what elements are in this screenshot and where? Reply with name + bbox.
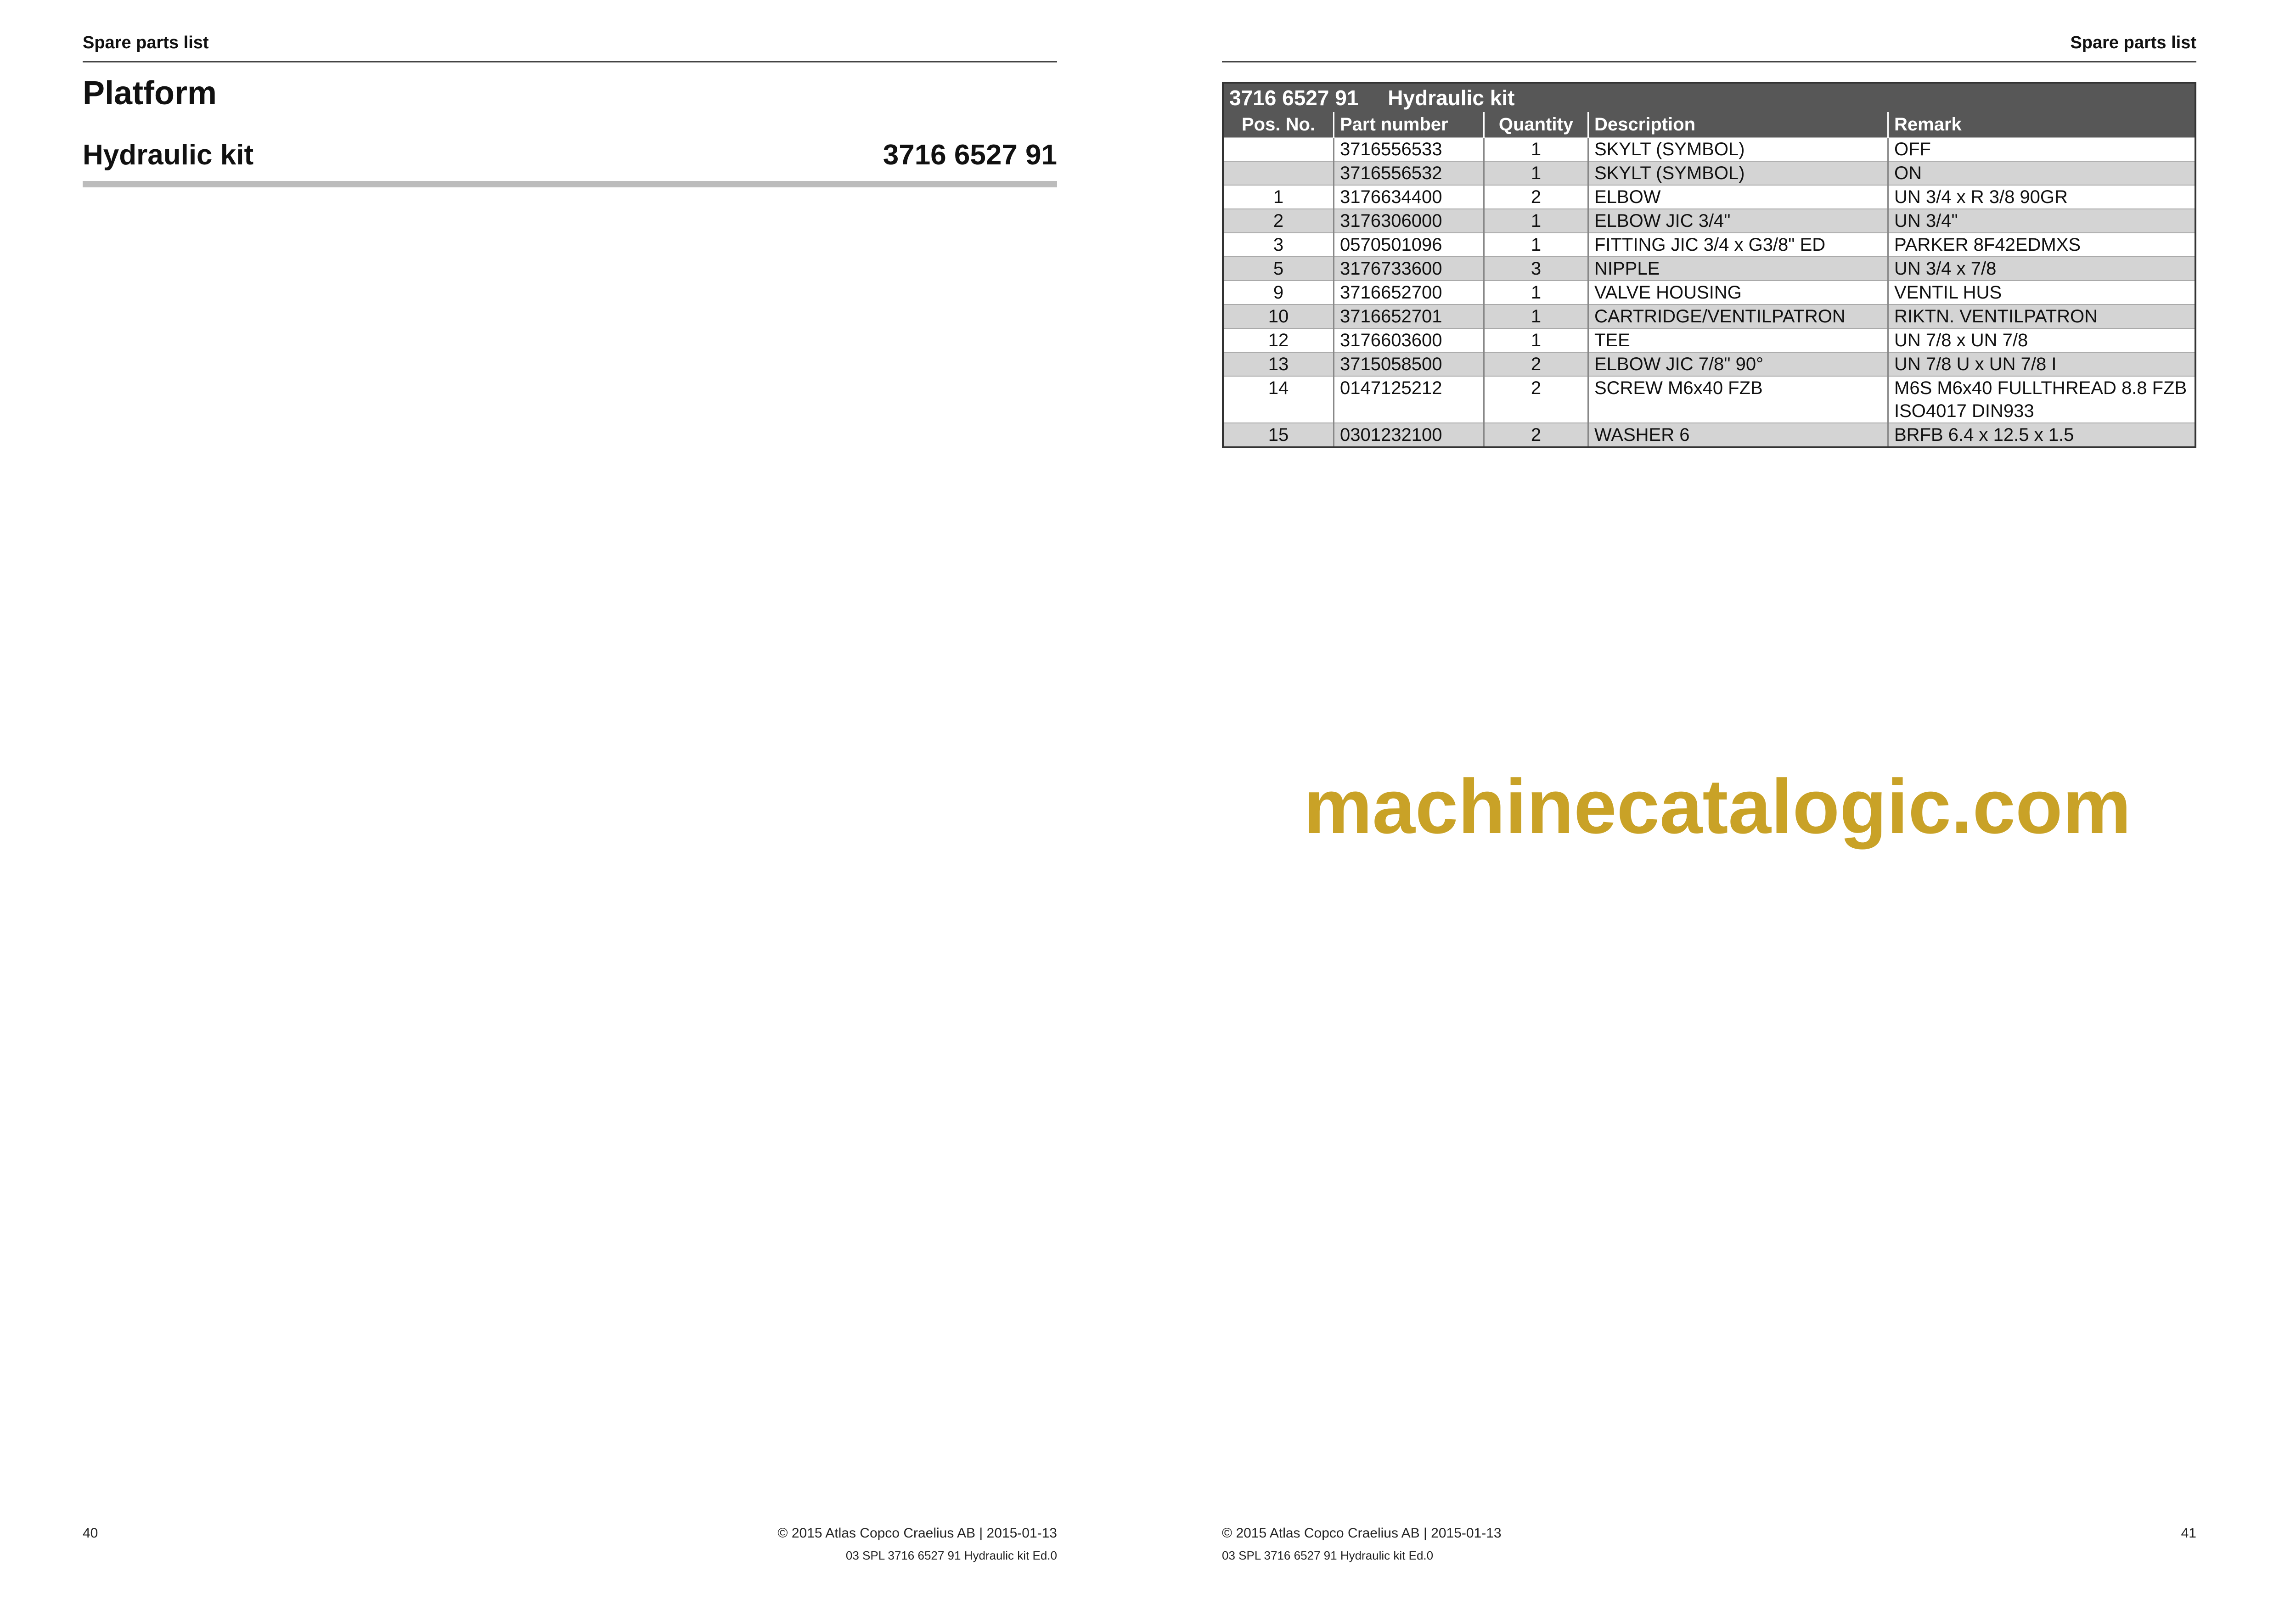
section-name: Hydraulic kit <box>83 139 254 171</box>
cell-remark-text: UN 3/4" <box>1894 211 1958 231</box>
cell-pos-text: 2 <box>1273 211 1284 231</box>
cell-pos <box>1223 233 1334 257</box>
cell-part-number-text: 3716652700 <box>1340 282 1442 303</box>
cell-quantity <box>1484 328 1588 352</box>
cell-part-number <box>1334 376 1484 423</box>
cell-part-number-text: 3176634400 <box>1340 187 1442 207</box>
cell-remark <box>1888 161 2196 185</box>
cell-remark-line2: ISO4017 DIN933 <box>1894 401 2034 421</box>
cell-part-number-text: 3716652701 <box>1340 306 1442 327</box>
cell-part-number <box>1334 423 1484 447</box>
parts-table <box>1222 82 2196 448</box>
cell-part-number <box>1334 281 1484 304</box>
cell-pos <box>1223 281 1334 304</box>
cell-pos-text: 3 <box>1273 235 1284 255</box>
cell-quantity-text: 1 <box>1531 163 1542 183</box>
cell-pos <box>1223 185 1334 209</box>
cell-description-text: WASHER 6 <box>1594 425 1690 445</box>
page-title: Platform <box>83 75 217 112</box>
cell-quantity-text: 2 <box>1531 354 1542 374</box>
table-row <box>1223 352 2195 376</box>
cell-description-text: TEE <box>1594 330 1630 350</box>
cell-quantity-text: 1 <box>1531 211 1542 231</box>
table-row <box>1223 423 2195 447</box>
cell-remark-text: UN 7/8 U x UN 7/8 I <box>1894 354 2057 374</box>
table-title-row <box>1223 83 2195 112</box>
cell-part-number <box>1334 161 1484 185</box>
cell-description <box>1588 233 1888 257</box>
cell-pos-text: 1 <box>1273 187 1284 207</box>
watermark: machinecatalogic.com <box>1304 763 2131 850</box>
cell-description-text: ELBOW JIC 7/8" 90° <box>1594 354 1764 374</box>
cell-part-number-text: 3176306000 <box>1340 211 1442 231</box>
table-row <box>1223 185 2195 209</box>
cell-description <box>1588 304 1888 328</box>
footer-doc-id: 03 SPL 3716 6527 91 Hydraulic kit Ed.0 <box>845 1549 1057 1562</box>
cell-part-number-text: 3176733600 <box>1340 259 1442 279</box>
cell-remark-text: M6S M6x40 FULLTHREAD 8.8 FZB <box>1894 378 2187 398</box>
column-header-part: Part number <box>1334 112 1484 137</box>
table-row <box>1223 161 2195 185</box>
cell-quantity-text: 1 <box>1531 235 1542 255</box>
cell-pos <box>1223 137 1334 161</box>
cell-pos-text: 14 <box>1268 378 1289 398</box>
cell-remark <box>1888 233 2196 257</box>
cell-quantity <box>1484 281 1588 304</box>
cell-pos <box>1223 257 1334 281</box>
cell-description <box>1588 423 1888 447</box>
cell-remark-text: RIKTN. VENTILPATRON <box>1894 306 2098 327</box>
cell-pos <box>1223 376 1334 423</box>
cell-pos <box>1223 209 1334 233</box>
cell-pos-text: 10 <box>1268 306 1289 327</box>
cell-description <box>1588 185 1888 209</box>
section-number: 3716 6527 91 <box>883 139 1057 171</box>
section-rule <box>83 181 1057 187</box>
page-header-label: Spare parts list <box>83 33 209 52</box>
table-title-number: 3716 6527 91 <box>1229 86 1359 110</box>
cell-quantity-text: 1 <box>1531 330 1542 350</box>
cell-part-number <box>1334 233 1484 257</box>
cell-pos <box>1223 161 1334 185</box>
cell-remark <box>1888 257 2196 281</box>
right-page <box>2279 0 2296 1611</box>
cell-quantity <box>1484 423 1588 447</box>
table-row <box>1223 304 2195 328</box>
cell-part-number <box>1334 352 1484 376</box>
page-number: 41 <box>2181 1526 2196 1541</box>
header-rule <box>1222 61 2196 62</box>
cell-quantity-text: 2 <box>1531 187 1542 207</box>
cell-pos-text: 12 <box>1268 330 1289 350</box>
cell-part-number-text: 0147125212 <box>1340 378 1442 398</box>
cell-description-text: ELBOW <box>1594 187 1661 207</box>
cell-quantity-text: 1 <box>1531 306 1542 327</box>
cell-quantity <box>1484 137 1588 161</box>
cell-remark-text: UN 3/4 x R 3/8 90GR <box>1894 187 2068 207</box>
cell-remark-text: UN 7/8 x UN 7/8 <box>1894 330 2028 350</box>
cell-description <box>1588 328 1888 352</box>
column-header-desc: Description <box>1588 112 1888 137</box>
cell-part-number-text: 0570501096 <box>1340 235 1442 255</box>
cell-quantity-text: 1 <box>1531 282 1542 303</box>
cell-pos <box>1223 328 1334 352</box>
table-title-name: Hydraulic kit <box>1388 86 1515 110</box>
cell-pos-text: 13 <box>1268 354 1289 374</box>
footer-doc-id: 03 SPL 3716 6527 91 Hydraulic kit Ed.0 <box>1222 1549 1434 1562</box>
cell-pos-text: 5 <box>1273 259 1284 279</box>
cell-remark <box>1888 328 2196 352</box>
column-header-qty: Quantity <box>1484 112 1588 137</box>
cell-part-number <box>1334 328 1484 352</box>
cell-description-text: SKYLT (SYMBOL) <box>1594 163 1745 183</box>
cell-remark <box>1888 137 2196 161</box>
cell-part-number <box>1334 304 1484 328</box>
cell-part-number-text: 3716556532 <box>1340 163 1442 183</box>
cell-description <box>1588 281 1888 304</box>
cell-remark <box>1888 281 2196 304</box>
cell-description-text: VALVE HOUSING <box>1594 282 1742 303</box>
cell-remark-text: ON <box>1894 163 1922 183</box>
cell-pos-text: 15 <box>1268 425 1289 445</box>
cell-pos-text: 9 <box>1273 282 1284 303</box>
table-row <box>1223 137 2195 161</box>
column-header-pos: Pos. No. <box>1223 112 1334 137</box>
cell-quantity-text: 1 <box>1531 139 1542 159</box>
cell-quantity <box>1484 161 1588 185</box>
cell-quantity-text: 2 <box>1531 378 1542 398</box>
cell-description <box>1588 376 1888 423</box>
cell-pos <box>1223 352 1334 376</box>
section-heading <box>83 139 1057 171</box>
left-page <box>0 0 1139 1611</box>
cell-quantity <box>1484 185 1588 209</box>
footer-copyright: © 2015 Atlas Copco Craelius AB | 2015-01-13 <box>777 1526 1057 1541</box>
cell-part-number <box>1334 257 1484 281</box>
table-row <box>1223 376 2195 423</box>
footer-copyright: © 2015 Atlas Copco Craelius AB | 2015-01-13 <box>1222 1526 1502 1541</box>
cell-description <box>1588 257 1888 281</box>
table-row <box>1223 233 2195 257</box>
cell-remark <box>1888 423 2196 447</box>
cell-description <box>1588 137 1888 161</box>
table-body <box>1223 137 2195 447</box>
cell-remark <box>1888 185 2196 209</box>
cell-part-number-text: 0301232100 <box>1340 425 1442 445</box>
table-row <box>1223 257 2195 281</box>
cell-remark <box>1888 352 2196 376</box>
table-row <box>1223 281 2195 304</box>
cell-quantity <box>1484 352 1588 376</box>
cell-part-number <box>1334 185 1484 209</box>
cell-description <box>1588 352 1888 376</box>
page-number: 40 <box>83 1526 98 1541</box>
cell-quantity <box>1484 233 1588 257</box>
cell-remark-text: BRFB 6.4 x 12.5 x 1.5 <box>1894 425 2074 445</box>
cell-part-number-text: 3715058500 <box>1340 354 1442 374</box>
page-header-label: Spare parts list <box>2070 33 2196 52</box>
cell-description-text: ELBOW JIC 3/4" <box>1594 211 1731 231</box>
table-header-row <box>1223 112 2195 137</box>
table-row <box>1223 328 2195 352</box>
cell-pos <box>1223 304 1334 328</box>
cell-remark-text: OFF <box>1894 139 1931 159</box>
tank-assembly-drawing <box>2279 0 2296 1010</box>
column-header-remark: Remark <box>1888 112 2196 137</box>
cell-quantity <box>1484 304 1588 328</box>
cell-part-number-text: 3716556533 <box>1340 139 1442 159</box>
table-row <box>1223 209 2195 233</box>
cell-description-text: FITTING JIC 3/4 x G3/8" ED <box>1594 235 1826 255</box>
cell-remark-text: PARKER 8F42EDMXS <box>1894 235 2081 255</box>
cell-description-text: CARTRIDGE/VENTILPATRON <box>1594 306 1846 327</box>
cell-description <box>1588 161 1888 185</box>
cell-quantity <box>1484 257 1588 281</box>
cell-remark-text: UN 3/4 x 7/8 <box>1894 259 1997 279</box>
cell-quantity-text: 3 <box>1531 259 1542 279</box>
cell-description-text: SKYLT (SYMBOL) <box>1594 139 1745 159</box>
cell-remark <box>1888 304 2196 328</box>
cell-description-text: SCREW M6x40 FZB <box>1594 378 1763 398</box>
cell-quantity-text: 2 <box>1531 425 1542 445</box>
cell-remark-text: VENTIL HUS <box>1894 282 2002 303</box>
cell-description <box>1588 209 1888 233</box>
cell-description-text: NIPPLE <box>1594 259 1660 279</box>
header-rule <box>83 61 1057 62</box>
cell-part-number-text: 3176603600 <box>1340 330 1442 350</box>
cell-pos <box>1223 423 1334 447</box>
cell-part-number <box>1334 137 1484 161</box>
cell-remark <box>1888 209 2196 233</box>
cell-quantity <box>1484 209 1588 233</box>
cell-part-number <box>1334 209 1484 233</box>
cell-remark <box>1888 376 2196 423</box>
cell-quantity <box>1484 376 1588 423</box>
